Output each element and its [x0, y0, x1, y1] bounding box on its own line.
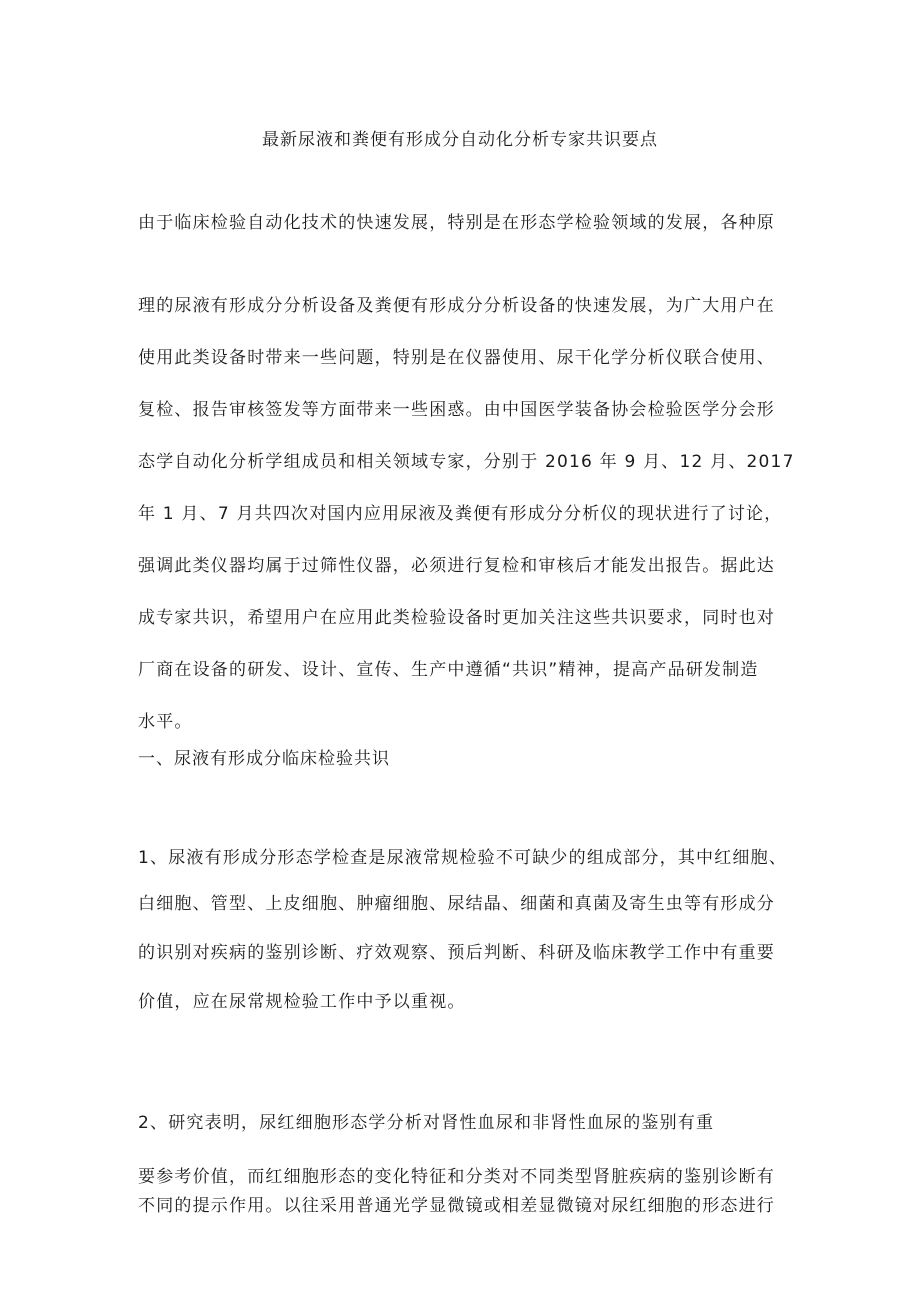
- point1-line-1: 1、尿液有形成分形态学检查是尿液常规检验不可缺少的组成部分，其中红细胞、: [138, 848, 788, 868]
- point1-line-4: 价值，应在尿常规检验工作中予以重视。: [138, 992, 466, 1012]
- point2-line-2: 要参考价值，而红细胞形态的变化特征和分类对不同类型肾脏疾病的鉴别诊断有: [138, 1167, 775, 1187]
- intro-line-6: 年 1 月、7 月共四次对国内应用尿液及粪便有形成分分析仪的现状进行了讨论，: [138, 504, 783, 524]
- point1-line-2: 白细胞、管型、上皮细胞、肿瘤细胞、尿结晶、细菌和真菌及寄生虫等有形成分: [138, 894, 775, 914]
- intro-line-8: 成专家共识，希望用户在应用此类检验设备时更加关注这些共识要求，同时也对: [138, 608, 775, 628]
- intro-line-10: 水平。: [138, 712, 193, 732]
- intro-line-5: 态学自动化分析学组成员和相关领域专家，分别于 2016 年 9 月、12 月、2017: [138, 452, 795, 472]
- intro-line-3: 使用此类设备时带来一些问题，特别是在仪器使用、尿干化学分析仪联合使用、: [138, 348, 775, 368]
- point2-line-1: 2、研究表明，尿红细胞形态学分析对肾性血尿和非肾性血尿的鉴别有重: [138, 1113, 715, 1133]
- intro-line-9: 厂商在设备的研发、设计、宣传、生产中遵循“共识”精神，提高产品研发制造: [138, 660, 759, 680]
- point2-line-3: 不同的提示作用。以往采用普通光学显微镜或相差显微镜对尿红细胞的形态进行: [138, 1196, 775, 1216]
- point1-line-3: 的识别对疾病的鉴别诊断、疗效观察、预后判断、科研及临床教学工作中有重要: [138, 943, 775, 963]
- intro-line-7: 强调此类仪器均属于过筛性仪器，必须进行复检和审核后才能发出报告。据此达: [138, 556, 775, 576]
- intro-line-4: 复检、报告审核签发等方面带来一些困惑。由中国医学装备协会检验医学分会形: [138, 400, 775, 420]
- document-title: 最新尿液和粪便有形成分自动化分析专家共识要点: [262, 130, 658, 150]
- intro-line-2: 理的尿液有形成分分析设备及粪便有形成分分析设备的快速发展，为广大用户在: [138, 296, 775, 316]
- intro-line-1: 由于临床检验自动化技术的快速发展，特别是在形态学检验领域的发展，各种原: [138, 213, 775, 233]
- section-heading-1: 一、尿液有形成分临床检验共识: [138, 749, 390, 769]
